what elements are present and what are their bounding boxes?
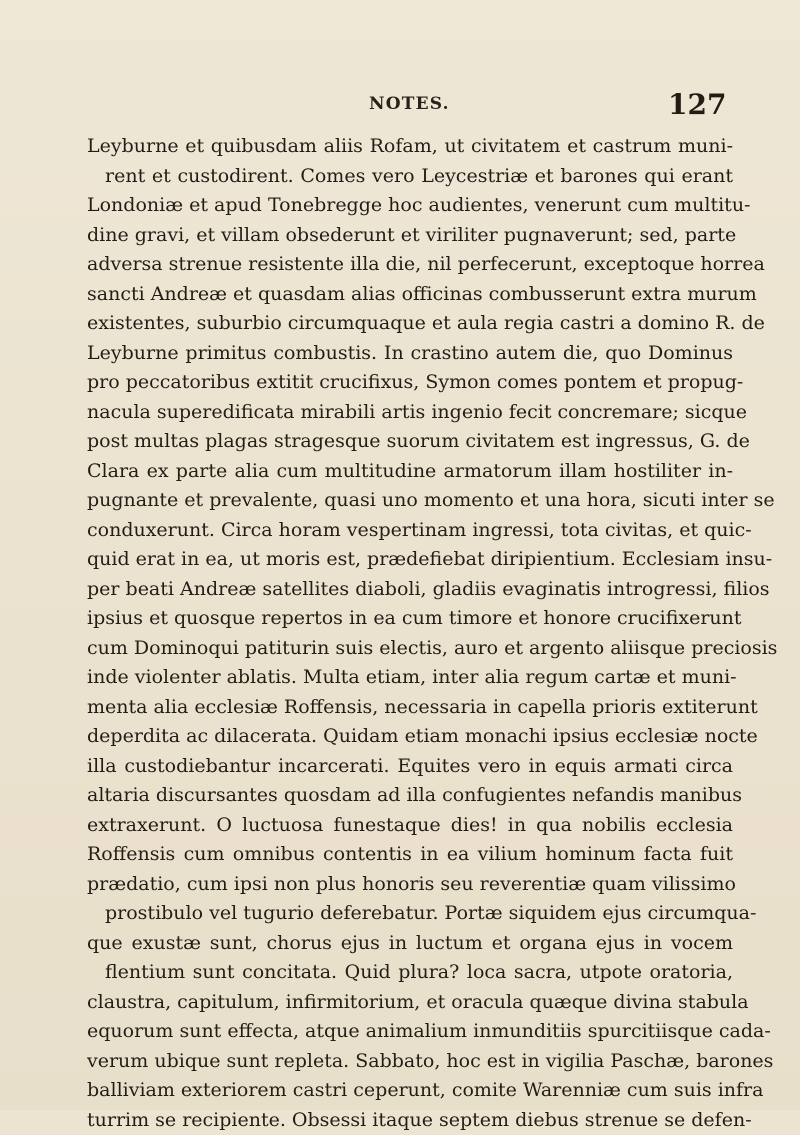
text-line: Roffensis cum omnibus contentis in ea vilium hominum facta fuit xyxy=(87,840,733,870)
text-line: nacula superedificata mirabili artis ingenio fecit concremare; sicque xyxy=(87,398,733,428)
text-line: flentium sunt concitata. Quid plura? loca sacra, utpote oratoria, xyxy=(87,958,733,988)
text-line: prædatio, cum ipsi non plus honoris seu reverentiæ quam vilissimo xyxy=(87,870,733,900)
text-line: balliviam exteriorem castri ceperunt, comite Warenniæ cum suis infra xyxy=(87,1076,733,1106)
page-header xyxy=(0,86,800,126)
text-line: equorum sunt effecta, atque animalium inmunditiis spurcitiisque cada- xyxy=(87,1017,733,1047)
text-line: ipsius et quosque repertos in ea cum timore et honore crucifixerunt xyxy=(87,604,733,634)
text-line: adversa strenue resistente illa die, nil perfecerunt, exceptoque horrea xyxy=(87,250,733,280)
text-line: turrim se recipiente. Obsessi itaque septem diebus strenue se defen- xyxy=(87,1106,733,1135)
page-number: 127 xyxy=(668,88,726,121)
text-line: existentes, suburbio circumquaque et aula regia castri a domino R. de xyxy=(87,309,733,339)
text-line: deperdita ac dilacerata. Quidam etiam monachi ipsius ecclesiæ nocte xyxy=(87,722,733,752)
text-line: pro peccatoribus extitit crucifixus, Symon comes pontem et propug- xyxy=(87,368,733,398)
text-line: verum ubique sunt repleta. Sabbato, hoc est in vigilia Paschæ, barones xyxy=(87,1047,733,1077)
text-line: Londoniæ et apud Tonebregge hoc audientes, venerunt cum multitu- xyxy=(87,191,733,221)
text-line: altaria discursantes quosdam ad illa confugientes nefandis manibus xyxy=(87,781,733,811)
text-line: inde violenter ablatis. Multa etiam, inter alia regum cartæ et muni- xyxy=(87,663,733,693)
text-line: extraxerunt. O luctuosa funestaque dies! in qua nobilis ecclesia xyxy=(87,811,733,841)
text-line: prostibulo vel tugurio deferebatur. Portæ siquidem ejus circumqua- xyxy=(87,899,733,929)
text-line: quid erat in ea, ut moris est, prædefiebat diripientium. Ecclesiam insu- xyxy=(87,545,733,575)
text-line: que exustæ sunt, chorus ejus in luctum et organa ejus in vocem xyxy=(87,929,733,959)
text-line: cum Dominoqui patiturin suis electis, auro et argento aliisque preciosis xyxy=(87,634,733,664)
text-line: menta alia ecclesiæ Roffensis, necessaria in capella prioris extiterunt xyxy=(87,693,733,723)
text-line: conduxerunt. Circa horam vespertinam ingressi, tota civitas, et quic- xyxy=(87,516,733,546)
text-line: pugnante et prevalente, quasi uno momento et una hora, sicuti inter se xyxy=(87,486,733,516)
text-line: sancti Andreæ et quasdam alias officinas combusserunt extra murum xyxy=(87,280,733,310)
running-head: NOTES. xyxy=(369,94,450,114)
text-line: Leyburne et quibusdam aliis Rofam, ut civitatem et castrum muni- xyxy=(87,132,733,162)
text-line: Clara ex parte alia cum multitudine armatorum illam hostiliter in- xyxy=(87,457,733,487)
text-line: Leyburne primitus combustis. In crastino autem die, quo Dominus xyxy=(87,339,733,369)
text-line: post multas plagas stragesque suorum civitatem est ingressus, G. de xyxy=(87,427,733,457)
body-text xyxy=(87,132,733,1135)
text-line: dine gravi, et villam obsederunt et viriliter pugnaverunt; sed, parte xyxy=(87,221,733,251)
text-line: illa custodiebantur incarcerati. Equites vero in equis armati circa xyxy=(87,752,733,782)
text-line: rent et custodirent. Comes vero Leycestriæ et barones qui erant xyxy=(87,162,733,192)
text-line: per beati Andreæ satellites diaboli, gladiis evaginatis introgressi, filios xyxy=(87,575,733,605)
text-line: claustra, capitulum, infirmitorium, et oracula quæque divina stabula xyxy=(87,988,733,1018)
